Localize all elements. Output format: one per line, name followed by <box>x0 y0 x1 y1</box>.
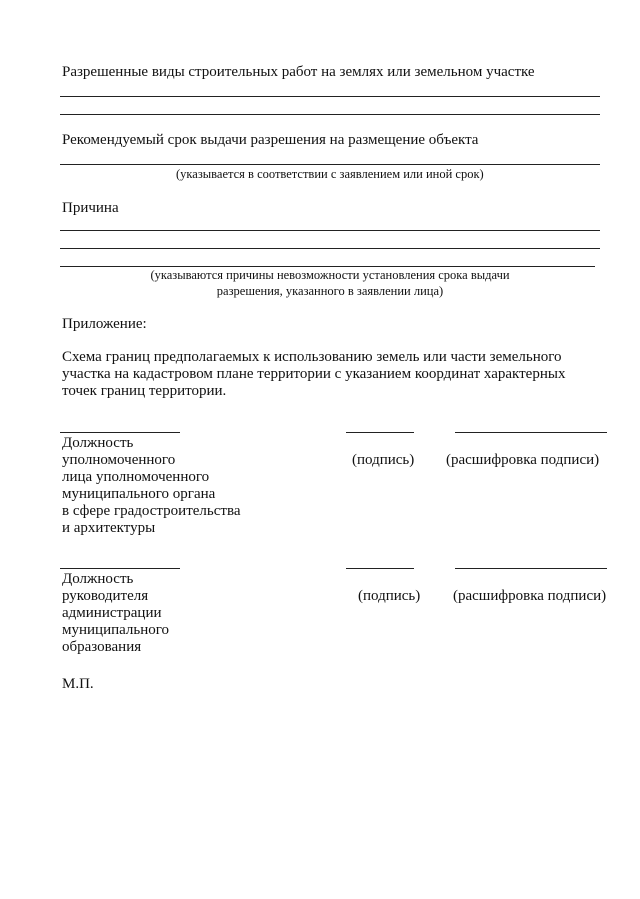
sig1-position-line: в сфере градостроительства <box>62 503 241 519</box>
signature-line <box>346 568 414 569</box>
sig2-position-line: администрации <box>62 605 162 621</box>
fill-line <box>60 164 600 165</box>
fill-line <box>60 248 600 249</box>
sig1-position-line: Должность <box>62 435 134 451</box>
sig2-decode-caption: (расшифровка подписи) <box>453 588 607 604</box>
sig1-position-line: уполномоченного <box>62 452 176 468</box>
sig2-position-line: Должность <box>62 571 134 587</box>
sig2-signature-caption: (подпись) <box>358 588 421 604</box>
stamp-place-label: М.П. <box>62 676 94 692</box>
signature-line <box>346 432 414 433</box>
position-line <box>60 568 180 569</box>
appendix-label: Приложение: <box>62 316 147 332</box>
position-line <box>60 432 180 433</box>
fill-line <box>60 266 595 267</box>
fill-line <box>60 96 600 97</box>
reason-note-line-1: (указываются причины невозможности установления срока выдачи <box>150 268 510 282</box>
reason-note-line-2: разрешения, указанного в заявлении лица) <box>216 284 444 298</box>
sig1-signature-caption: (подпись) <box>352 452 415 468</box>
fill-line <box>60 230 600 231</box>
sig1-decode-caption: (расшифровка подписи) <box>446 452 600 468</box>
appendix-text-line-1: Схема границ предполагаемых к использованию земель или части земельного <box>62 349 562 365</box>
sig2-position-line: муниципального <box>62 622 170 638</box>
fill-line <box>60 114 600 115</box>
sig2-position-line: руководителя <box>62 588 149 604</box>
recommended-term-label: Рекомендуемый срок выдачи разрешения на размещение объекта <box>62 132 479 148</box>
term-note: (указывается в соответствии с заявлением или иной срок) <box>176 167 484 181</box>
sig1-position-line: муниципального органа <box>62 486 216 502</box>
sig2-position-line: образования <box>62 639 142 655</box>
sig1-position-line: лица уполномоченного <box>62 469 210 485</box>
decode-line <box>455 432 607 433</box>
sig1-position-line: и архитектуры <box>62 520 156 536</box>
appendix-text-line-2: участка на кадастровом плане территории с указанием координат характерных <box>62 366 566 382</box>
permitted-works-label: Разрешенные виды строительных работ на землях или земельном участке <box>62 64 535 80</box>
decode-line <box>455 568 607 569</box>
reason-label: Причина <box>62 200 119 216</box>
appendix-text-line-3: точек границ территории. <box>62 383 227 399</box>
